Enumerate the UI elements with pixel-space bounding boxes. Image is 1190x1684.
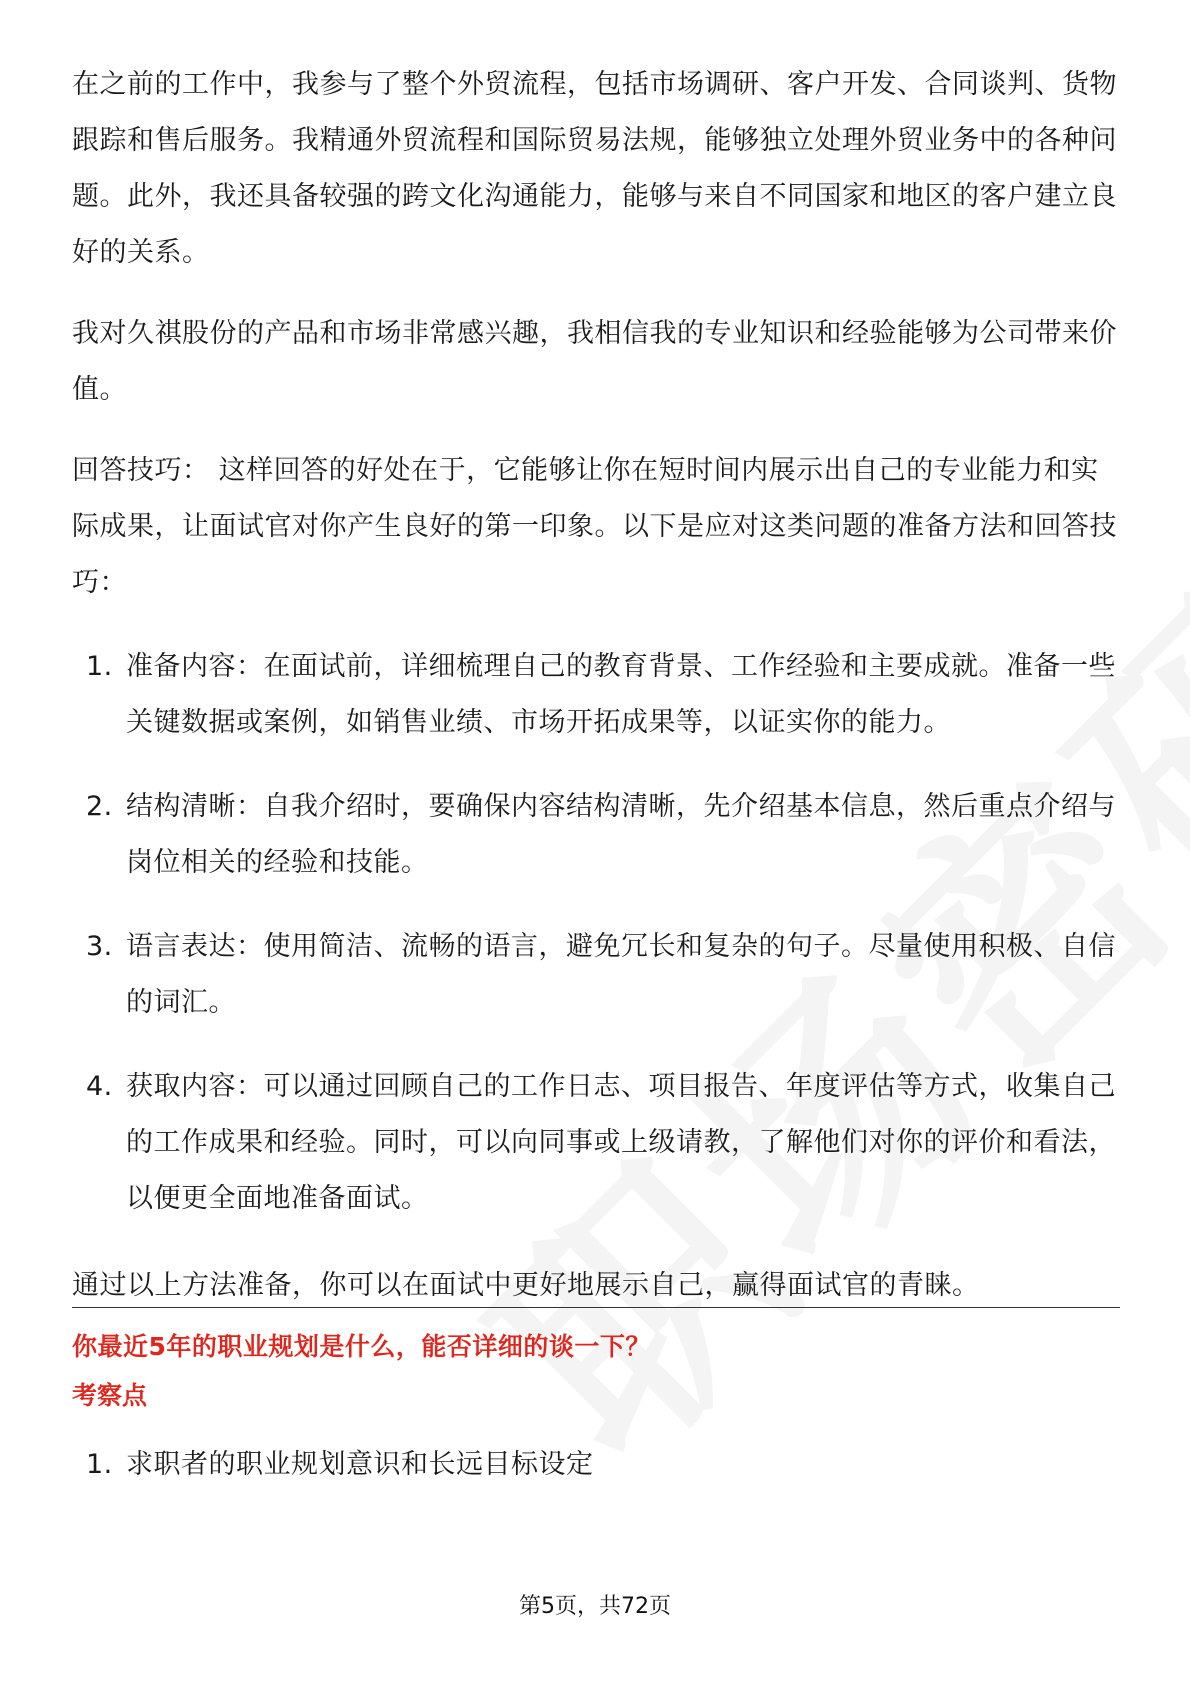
tips-list (72, 639, 1120, 1227)
list-item (72, 639, 1120, 751)
list-item-text: 准备内容：在面试前，详细梳理自己的教育背景、工作经验和主要成就。准备一些关键数据或案例，如销售业绩、市场开拓成果等，以证实你的能力。 (126, 651, 1116, 738)
list-item-number: 4. (86, 1071, 113, 1102)
assessment-points-list (72, 1437, 1120, 1493)
list-item (72, 1437, 1120, 1493)
section-divider (72, 1307, 1120, 1308)
list-item (72, 779, 1120, 891)
paragraph-conclusion: 通过以上方法准备，你可以在面试中更好地展示自己，赢得面试官的青睐。 (72, 1270, 980, 1301)
paragraph-interest: 我对久祺股份的产品和市场非常感兴趣，我相信我的专业知识和经验能够为公司带来价值。 (72, 318, 1117, 405)
list-item-number: 2. (86, 791, 113, 822)
list-item-text: 获取内容：可以通过回顾自己的工作日志、项目报告、年度评估等方式，收集自己的工作成果和经验。同时，可以向同事或上级请教，了解他们对你的评价和看法，以便更全面地准备面试。 (126, 1071, 1116, 1214)
list-item-text: 语言表达：使用简洁、流畅的语言，避免冗长和复杂的句子。尽量使用积极、自信的词汇。 (126, 931, 1116, 1018)
section-subheading: 考察点 (72, 1381, 148, 1410)
list-item-text: 求职者的职业规划意识和长远目标设定 (126, 1449, 594, 1480)
paragraph-experience: 在之前的工作中，我参与了整个外贸流程，包括市场调研、客户开发、合同谈判、货物跟踪和售后服务。我精通外贸流程和国际贸易法规，能够独立处理外贸业务中的各种问题。此外，我还具备较强的跨文化沟通能力，能够与来自不同国家和地区的客户建立良好的关系。 (72, 69, 1117, 268)
answer-body (72, 57, 1120, 1314)
list-item-text: 结构清晰：自我介绍时，要确保内容结构清晰，先介绍基本信息，然后重点介绍与岗位相关的经验和技能。 (126, 791, 1116, 878)
list-item (72, 919, 1120, 1031)
page-number: 第5页，共72页 (519, 1594, 671, 1619)
list-item (72, 1059, 1120, 1227)
list-item-number: 3. (86, 931, 113, 962)
question-heading: 你最近5年的职业规划是什么，能否详细的谈一下？ (72, 1332, 651, 1361)
paragraph-tips-intro: 回答技巧： 这样回答的好处在于，它能够让你在短时间内展示出自己的专业能力和实际成果，让面试官对你产生良好的第一印象。以下是应对这类问题的准备方法和回答技巧： (72, 455, 1117, 598)
list-item-number: 1. (86, 1449, 113, 1480)
list-item-number: 1. (86, 651, 113, 682)
